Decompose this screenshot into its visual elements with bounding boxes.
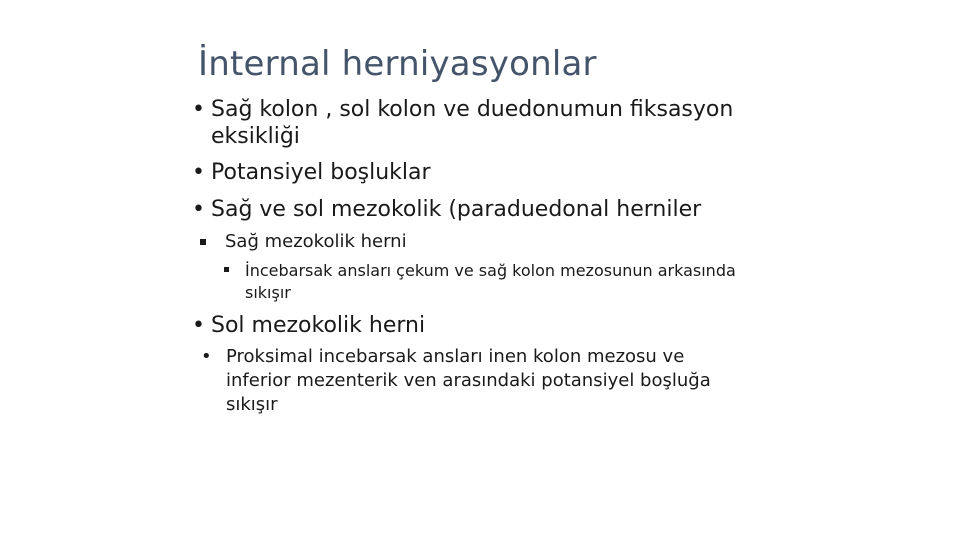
bullet-dot-icon: • bbox=[201, 346, 212, 367]
bullet-text-potential-spaces: Potansiyel boşluklar bbox=[211, 160, 431, 185]
bullet-dot-icon: • bbox=[192, 97, 205, 122]
bullet-text-fixation-cont: eksikliği bbox=[211, 124, 300, 149]
bullet-dot-icon: • bbox=[192, 313, 205, 338]
bullet-text-mesocolic: Sağ ve sol mezokolik (paraduedonal herniler bbox=[211, 197, 702, 222]
bullet-dot-icon: • bbox=[192, 197, 205, 222]
slide-title: İnternal herniyasyonlar bbox=[198, 44, 597, 84]
sub-sub-bullet-text: İncebarsak ansları çekum ve sağ kolon mezosunun arkasında bbox=[245, 261, 736, 280]
square-bullet-icon bbox=[224, 267, 229, 272]
sub-sub-bullet-text-cont: sıkışır bbox=[245, 283, 291, 302]
bullet-text-left-mesocolic: Sol mezokolik herni bbox=[211, 313, 426, 338]
bullet-dot-icon: • bbox=[192, 160, 205, 185]
sub-bullet-proximal-text-end: sıkışır bbox=[226, 394, 278, 415]
sub-bullet-proximal-text: Proksimal incebarsak ansları inen kolon mezosu ve bbox=[226, 346, 685, 367]
square-bullet-icon bbox=[200, 239, 206, 245]
sub-bullet-proximal-text-cont: inferior mezenterik ven arasındaki potansiyel boşluğa bbox=[226, 370, 711, 391]
sub-bullet-right-mesocolic: Sağ mezokolik herni bbox=[225, 231, 407, 252]
bullet-text-fixation: Sağ kolon , sol kolon ve duedonumun fiksasyon bbox=[211, 97, 734, 122]
